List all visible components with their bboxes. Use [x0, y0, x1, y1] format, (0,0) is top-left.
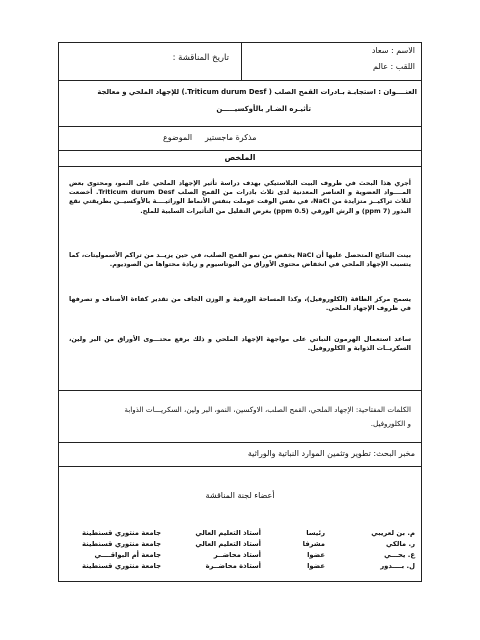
- header-divider: [241, 43, 242, 80]
- surname-label: اللقب : عالم: [373, 62, 415, 71]
- member-rank: أستاذ محاضــر: [213, 551, 261, 559]
- lab-label: مخبر البحث: تطوير وتثمين الموارد النباتية والوراثية: [247, 449, 415, 458]
- abstract-row: [59, 167, 421, 391]
- abstract-paragraph: يسمح مركز الطاقة (الكلوروفيل)، وكذا المساحة الورقية و الوزن الجاف من تقدير كفاءة الأصناف و تصرفها في ظروف الإجهاد الملحي.: [69, 295, 411, 313]
- member-role: رئيسا: [306, 529, 325, 537]
- title-line-2: تأثيـره الضـار بالأوكسيـــــن: [216, 105, 311, 113]
- keywords-line-2: و الكلوروفيل.: [370, 419, 411, 428]
- abstract-paragraph: ساعد استعمال الهرمون النباتي على مواجهة الإجهاد الملحي و ذلك برفع محتـــوى الأوراق من البر ولين، السكريــات الذوابة و الكلوروفيل.: [69, 335, 411, 353]
- title-row: [59, 81, 421, 127]
- abstract-heading-row: [59, 151, 421, 167]
- lab-row: [59, 443, 421, 467]
- member-name: ل. بــــدور: [380, 562, 415, 570]
- subject-row: [59, 127, 421, 151]
- abstract-heading: الملخص: [224, 153, 256, 162]
- committee-row: [59, 467, 421, 583]
- member-rank: أستاذة محاضــرة: [205, 562, 261, 570]
- member-university: جامعة منتوري قسنطينة: [82, 529, 161, 537]
- member-role: عضوا: [307, 562, 325, 570]
- keywords-line-1: الكلمات المفتاحية: الإجهاد الملحي، القمح الصلب، الاوكسين، النمو، البر ولين، السكريـــات الذوابة: [124, 405, 411, 414]
- header-row: [59, 43, 421, 81]
- abstract-paragraph: أجري هذا البحث في ظروف البيت البلاستيكي بهدف دراسة تأثير الإجهاد الملحي على النمو، ومحتوى بعض المــــواد العضوية و العناصر المعدنية لدى ثلاث بادرات من القمح الصلب Triticum durum Desf. أخضعت لثلاث تراكيــز متزايدة من NaCl، في نفس الوقت عوملت بنفس الأنماط الوراثيــــة بالأوكسيــن بطريقتي نقع البذور (7 ppm) و الرش الورقي (0.5 ppm) بغرض التقليل من التأثيرات السلبية للملح.: [69, 179, 412, 215]
- subject-label: الموضوع: [163, 133, 193, 142]
- member-name: ع. يحـــي: [384, 551, 415, 559]
- member-university: جامعة أم البواقــــي: [94, 551, 161, 559]
- defense-date-label: تاريخ المناقشة :: [172, 53, 229, 63]
- member-university: جامعة منتوري قسنطينة: [82, 562, 161, 570]
- member-university: جامعة منتوري قسنطينة: [82, 540, 161, 548]
- member-role: عضوا: [307, 551, 325, 559]
- member-rank: أستاذ التعليم العالي: [195, 529, 261, 537]
- subject-value: مذكرة ماجستير: [205, 133, 257, 142]
- member-name: م. بن لعريبي: [371, 529, 415, 537]
- committee-heading: أعضاء لجنة المناقشة: [205, 491, 275, 500]
- title-line-1: العنــــوان : استجابـة بـادرات القمح الصلب ( Triticum durum Desf.) للإجهاد الملحي و معالجة: [97, 88, 417, 96]
- thesis-form: [58, 42, 422, 582]
- member-rank: أستاذ التعليم العالي: [195, 540, 261, 548]
- member-name: ر. مالكي: [385, 540, 415, 548]
- abstract-paragraph: بينت النتائج المتحصل عليها أن NaCl يخفض من نمو القمح الصلب، في حين يزيــد من تراكم الأسموليتات، كما يتسبب الإجهاد الملحي في انخفاض محتوى الأوراق من البوتاسيوم و زيادة محتواها من الصوديوم.: [69, 251, 412, 269]
- name-label: الاسم : سعاد: [371, 46, 415, 55]
- keywords-row: [59, 391, 421, 443]
- member-role: مشرفا: [302, 540, 325, 548]
